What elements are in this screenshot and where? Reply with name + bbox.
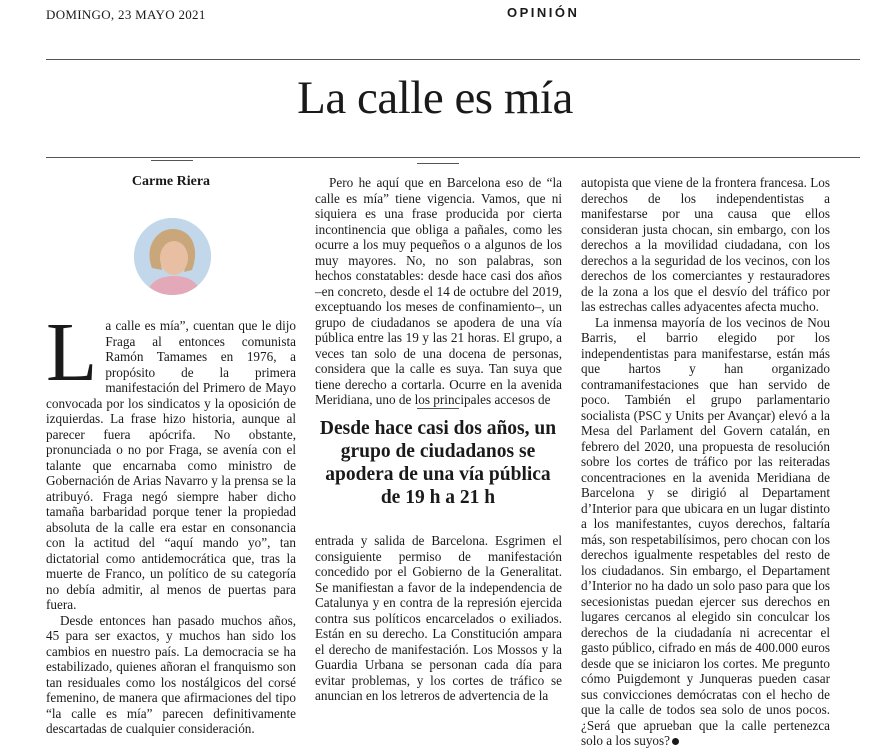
author-rule bbox=[151, 160, 193, 161]
end-of-article-icon bbox=[672, 738, 679, 745]
column-2-rule bbox=[417, 163, 459, 164]
top-divider bbox=[46, 59, 860, 60]
paragraph bbox=[581, 315, 830, 749]
column-1 bbox=[46, 306, 296, 737]
paragraph-text: La inmensa mayoría de los vecinos de Nou Barris, el barrio elegido por los independentistas para manifestarse, están más que hartos y han organizado contramanifestaciones que han servido de poco. También el grupo parlamentario socialista (PSC y Units per Avançar) elevó a la Mesa del Parlament del Govern catalán, en febrero del 2020, una propuesta de resolución sobre los cortes de tráfico por las reiteradas concentraciones en la avenida Meridiana de Barcelona y se dirigió al Departament d’Interior para que ubicara en un lugar distinto a los manifestantes, cuyos derechos, faltaría más, son respetabilísimos, pero chocan con los derechos igualmente respetables del resto de los ciudadanos. Sin embargo, el Departament d’Interior no ha dado un solo paso para que los secesionistas puedan ejercer sus derechos en lugares cercanos al elegido sin conculcar los derechos de la ciudadanía ni acrecentar el gasto público, cifrado en más de 400.000 euros desde que se iniciaron los cortes. Me pregunto cómo Puigdemont y Junqueras pueden casar sus convicciones demócratas con el hecho de que la calle de todos sea solo de unos pocos. ¿Será que aprueban que la calle pertenezca solo a los suyos? bbox=[581, 314, 830, 748]
article-title: La calle es mía bbox=[297, 72, 573, 124]
title-divider bbox=[46, 157, 860, 158]
column-2-bottom bbox=[315, 533, 562, 704]
paragraph: entrada y salida de Barcelona. Esgrimen el consiguiente permiso de manifestación concedido por el Gobierno de la Generalitat. Se manifiestan a favor de la independencia de Catalunya y en contra de la represión ejercida contra sus políticos encarcelados o exiliados. Están en su derecho. La Constitución ampara el derecho de manifestación. Los Mossos y la Guardia Urbana se personan cada día para evitar problemas, y los cortes de tráfico se anuncian en los letreros de advertencia de la bbox=[315, 533, 562, 703]
paragraph: a calle es mía”, cuentan que le dijo Fraga al entonces comunista Ramón Tamames en 1976, a propósito de la primera manifestación del Primero de Mayo convocada por los sindicatos y la oposición de izquierdas. La frase hizo historia, aunque al parecer fuera apócrifa. No obstante, pronunciada o no por Fraga, se avenía con el talante que encarnaba como ministro de Gobernación de Arias Navarro y la prensa se la atribuyó. Fraga negó siempre haber dicho tamaña barbaridad porque tener la propiedad absoluta de la calle era estar en consonancia con la actitud del “aquí mando yo”, tan dictatorial como antidemocrática que, tras la muerte de Franco, un político de su categoría no debía admitir, al menos de puertas para fuera. bbox=[46, 318, 296, 612]
pull-quote: Desde hace casi dos años, un grupo de ciudadanos se apodera de una vía pública de 19 h a 21 h bbox=[319, 418, 557, 508]
paragraph: autopista que viene de la frontera francesa. Los derechos de los independentistas a manifestarse por una causa que ellos consideran justa chocan, sin embargo, con los derechos a la movilidad ciudadana, con los derechos a la seguridad de los vecinos, con los derechos de los comerciantes y restauradores de la zona a los que el desvío del tráfico por las estrechas calles adyacentes afecta mucho. bbox=[581, 175, 830, 314]
paragraph: Desde entonces han pasado muchos años, 45 para ser exactos, y muchos han sido los cambios en nuestro país. La democracia se ha estabilizado, quienes añoran el franquismo son tan residuales como los nostálgicos del corsé femenino, de manera que afirmaciones del tipo “la calle es mía” parecen definitivamente descartadas de cualquier consideración. bbox=[46, 612, 296, 736]
author-name: Carme Riera bbox=[131, 174, 211, 189]
paragraph: Pero he aquí que en Barcelona eso de “la calle es mía” tiene vigencia. Vamos, que ni siquiera es una frase producida por cierta incontinencia que obliga a pañales, como les ocurre a los muy pequeños o a algunos de los muy mayores. No, no son palabras, son hechos constatables: desde hace casi dos años –en concreto, desde el 14 de octubre del 2019, exceptuando los meses de confinamiento–, un grupo de ciudadanos se apodera de una vía pública entre las 19 y las 21 horas. El grupo, a veces tan solo de una docena de personas, considera que la calle es suya. Tan suya que tiene derecho a cortarla. Ocurre en la avenida Meridiana, uno de los principales accesos de bbox=[315, 175, 562, 407]
pull-quote-rule bbox=[417, 408, 459, 409]
author-avatar bbox=[134, 218, 211, 295]
publication-date: DOMINGO, 23 MAYO 2021 bbox=[46, 7, 206, 22]
drop-cap: L bbox=[46, 306, 98, 399]
section-label: OPINIÓN bbox=[507, 5, 580, 20]
column-2-top bbox=[315, 175, 562, 408]
column-3 bbox=[581, 175, 830, 749]
